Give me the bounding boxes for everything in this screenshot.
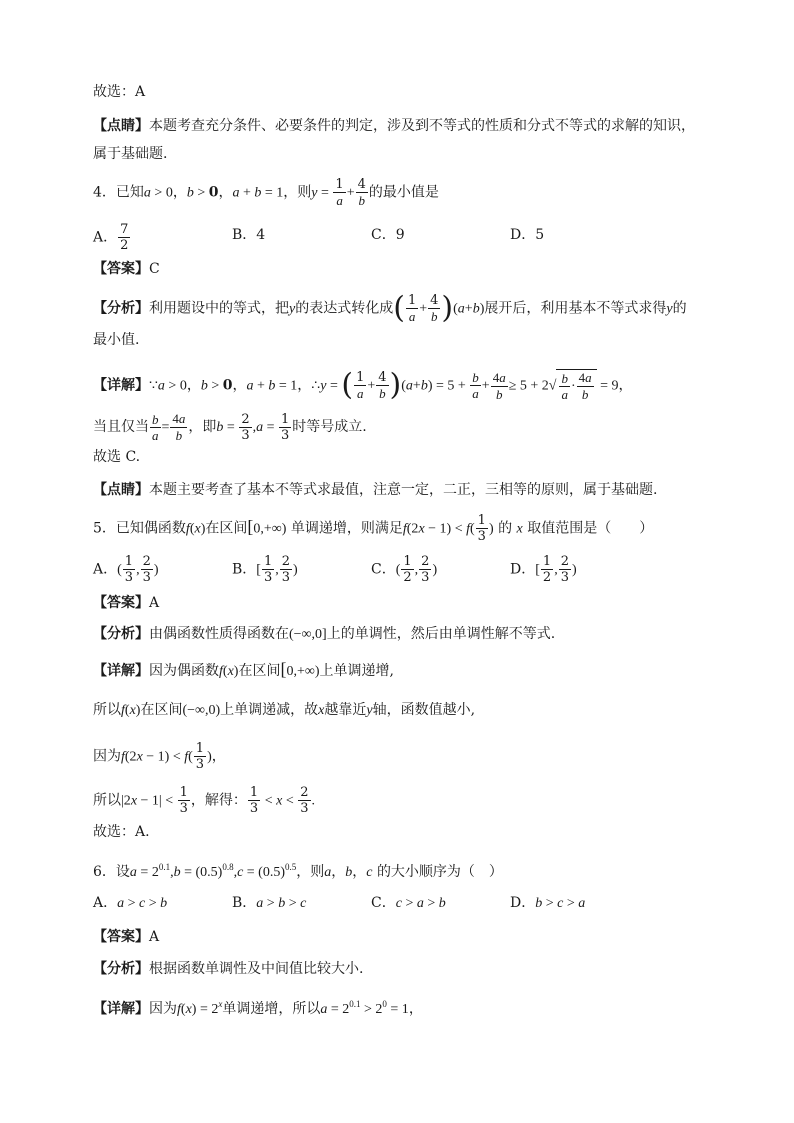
q6-stem: 6．设$a = 2^{0.1},b = (0.5)^{0.8},c = (0.5)^{0.5}$，则a，b，c 的大小顺序为（ ） — [93, 862, 503, 880]
q5-detail-line2: 所以f(x)在区间(−∞,0)上单调递减，故x越靠近y轴，函数值越小, — [93, 702, 476, 718]
q4-analysis-cont: 最小值. — [93, 332, 140, 348]
q4-dianjing: 【点睛】本题主要考查了基本不等式求最值，注意一定，二正，三相等的原则，属于基础题. — [93, 482, 658, 498]
prev-dianjing: 【点睛】本题考查充分条件、必要条件的判定，涉及到不等式的性质和分式不等式的求解的知识， — [93, 118, 695, 134]
q4-detail: 【详解】∵a > 0，b > 0，a + b = 1，∴y = ( $\frac{1}{a}$ + $\frac{4}{b}$ )(a+b) = 5 + $\frac{b}{a}$ + $\frac{4a}{b}$ ≥ 5 + 2√ $\frac{b}{a}$ · $\frac{4a}{b}$ = 9， — [93, 367, 633, 403]
q4-analysis: 【分析】利用题设中的等式，把y的表达式转化成( $\frac{1}{a}$ + $\frac{4}{b}$ )(a+b)展开后，利用基本不等式求得y的 — [93, 290, 687, 326]
q5-detail: 【详解】因为偶函数f(x)在区间[0,+∞)上单调递增, — [93, 659, 394, 679]
q5-stem: 5．已知偶函数f(x)在区间[0,+∞) 单调递增，则满足f(2x − 1) < f( $\frac{1}{3}$ ) 的 x 取值范围是（ ） — [93, 513, 654, 544]
q6-option-c: C．c > a > b — [371, 895, 446, 911]
q4-option-b: B．4 — [232, 227, 266, 243]
q5-analysis: 【分析】由偶函数性质得函数在(−∞,0]上的单调性，然后由单调性解不等式. — [93, 626, 556, 642]
q4-stem: 4．已知a > 0，b > 0，a + b = 1，则y = $\frac{1}{a}$ + $\frac{4}{b}$ 的最小值是 — [93, 177, 439, 208]
q4-guxuan: 故选 C. — [93, 449, 141, 465]
q5-answer: 【答案】A — [93, 595, 160, 611]
q4-equality: 当且仅当 $\frac{b}{a}$ = $\frac{4a}{b}$ ，即b = $\frac{2}{3}$ ,a = $\frac{1}{3}$ 时等号成立. — [93, 411, 367, 443]
q4-option-d: D．5 — [510, 227, 545, 243]
q4-answer: 【答案】C — [93, 261, 160, 277]
q6-detail: 【详解】因为$f(x) = 2^x$单调递增，所以$a = 2^{0.1} > 2^0 = 1$， — [93, 999, 423, 1017]
q5-option-b: B．[ $\frac{1}{3}$ , $\frac{2}{3}$ ) — [232, 554, 298, 585]
q6-analysis: 【分析】根据函数单调性及中间值比较大小. — [93, 961, 364, 977]
q5-option-d: D．[ $\frac{1}{2}$ , $\frac{2}{3}$ ) — [510, 554, 577, 585]
q6-option-d: D．b > c > a — [510, 895, 586, 911]
prev-dianjing-cont: 属于基础题. — [93, 146, 168, 162]
q5-option-c: C．( $\frac{1}{2}$ , $\frac{2}{3}$ ) — [371, 554, 438, 585]
q4-option-a: A． $\frac{7}{2}$ — [93, 222, 129, 253]
q6-answer: 【答案】A — [93, 929, 160, 945]
q6-option-a: A．a > c > b — [93, 895, 168, 911]
q5-detail-line4: 所以|2x − 1| < $\frac{1}{3}$ ，解得： $\frac{1}{3}$ < x < $\frac{2}{3}$ . — [93, 785, 315, 816]
q5-option-a: A．( $\frac{1}{3}$ , $\frac{2}{3}$ ) — [93, 554, 159, 585]
prev-answer-line: 故选：A — [93, 84, 146, 100]
q4-option-c: C．9 — [371, 227, 405, 243]
q6-option-b: B．a > b > c — [232, 895, 307, 911]
q5-detail-line3: 因为f(2x − 1) < f( $\frac{1}{3}$ )， — [93, 741, 226, 772]
q5-guxuan: 故选：A. — [93, 824, 150, 840]
